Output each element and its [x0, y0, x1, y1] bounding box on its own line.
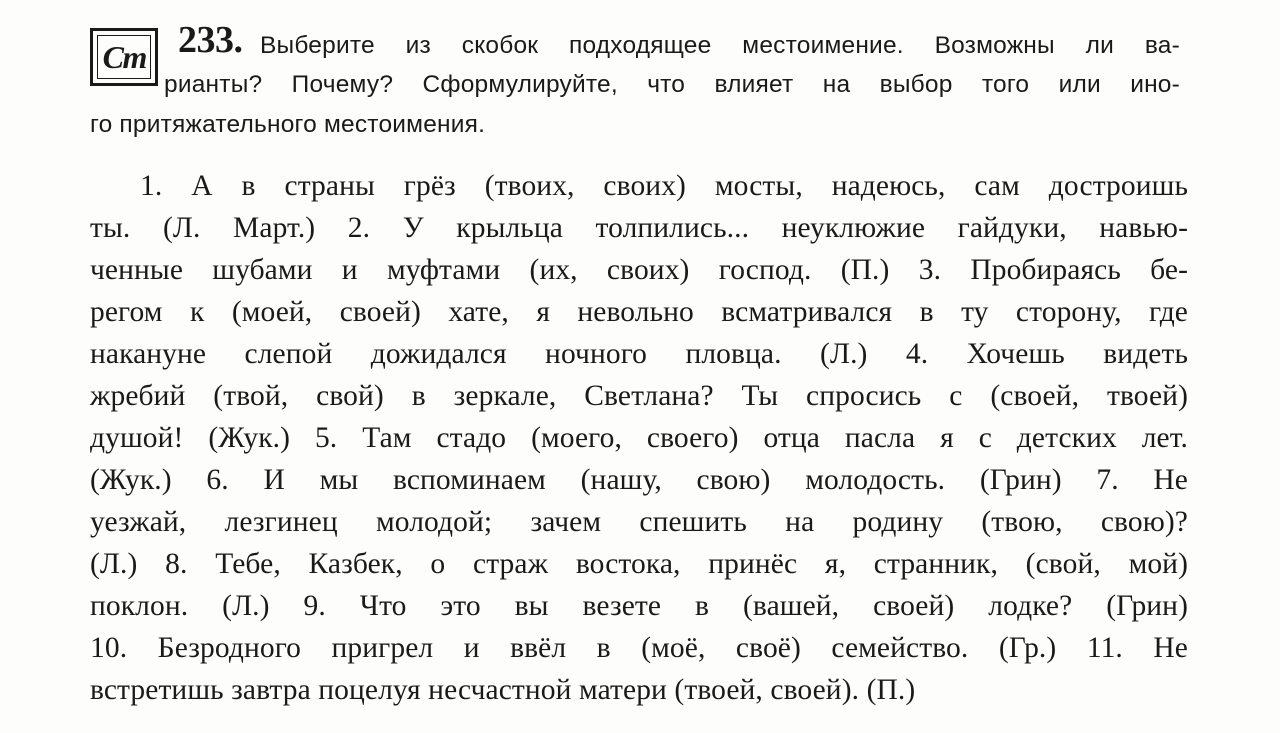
- body-line-3: ченные шубами и муфтами (их, своих) господ. (П.) 3. Пробираясь бе-: [90, 254, 1188, 286]
- instruction-line-1: Выберите из скобок подходящее местоимение. Возможны ли ва-: [260, 32, 1180, 59]
- body-line-8: (Жук.) 6. И мы вспоминаем (нашу, свою) молодость. (Грин) 7. Не: [90, 464, 1188, 496]
- instruction-line-3: го притяжательного местоимения.: [90, 111, 486, 138]
- body-line-2: ты. (Л. Март.) 2. У крыльца толпились... неуклюжие гайдуки, навью-: [90, 212, 1188, 244]
- body-line-10: (Л.) 8. Тебе, Казбек, о страж востока, принёс я, странник, (свой, мой): [90, 548, 1188, 580]
- body-line-13: встретишь завтра поцелуя несчастной матери (твоей, своей). (П.): [90, 674, 916, 706]
- body-line-12: 10. Безродного пригрел и ввёл в (моё, своё) семейство. (Гр.) 11. Не: [90, 632, 1188, 664]
- instruction-line-2: рианты? Почему? Сформулируйте, что влияет на выбор того или ино-: [164, 71, 1180, 98]
- task-type-icon: [90, 28, 158, 86]
- body-line-11: поклон. (Л.) 9. Что это вы везете в (вашей, своей) лодке? (Грин): [90, 590, 1188, 622]
- exercise-number: 233.: [178, 19, 243, 61]
- body-line-1: 1. А в страны грёз (твоих, своих) мосты, надеюсь, сам достроишь: [140, 170, 1188, 202]
- body-line-4: регом к (моей, своей) хате, я невольно всматривался в ту сторону, где: [90, 296, 1188, 328]
- task-type-icon-label: Ст: [102, 38, 146, 75]
- body-line-7: душой! (Жук.) 5. Там стадо (моего, своего) отца пасла я с детских лет.: [90, 422, 1188, 454]
- body-line-9: уезжай, лезгинец молодой; зачем спешить на родину (твою, свою)?: [90, 506, 1188, 538]
- body-line-6: жребий (твой, свой) в зеркале, Светлана? Ты спросись с (своей, твоей): [90, 380, 1188, 412]
- body-line-5: накануне слепой дожидался ночного пловца. (Л.) 4. Хочешь видеть: [90, 338, 1188, 370]
